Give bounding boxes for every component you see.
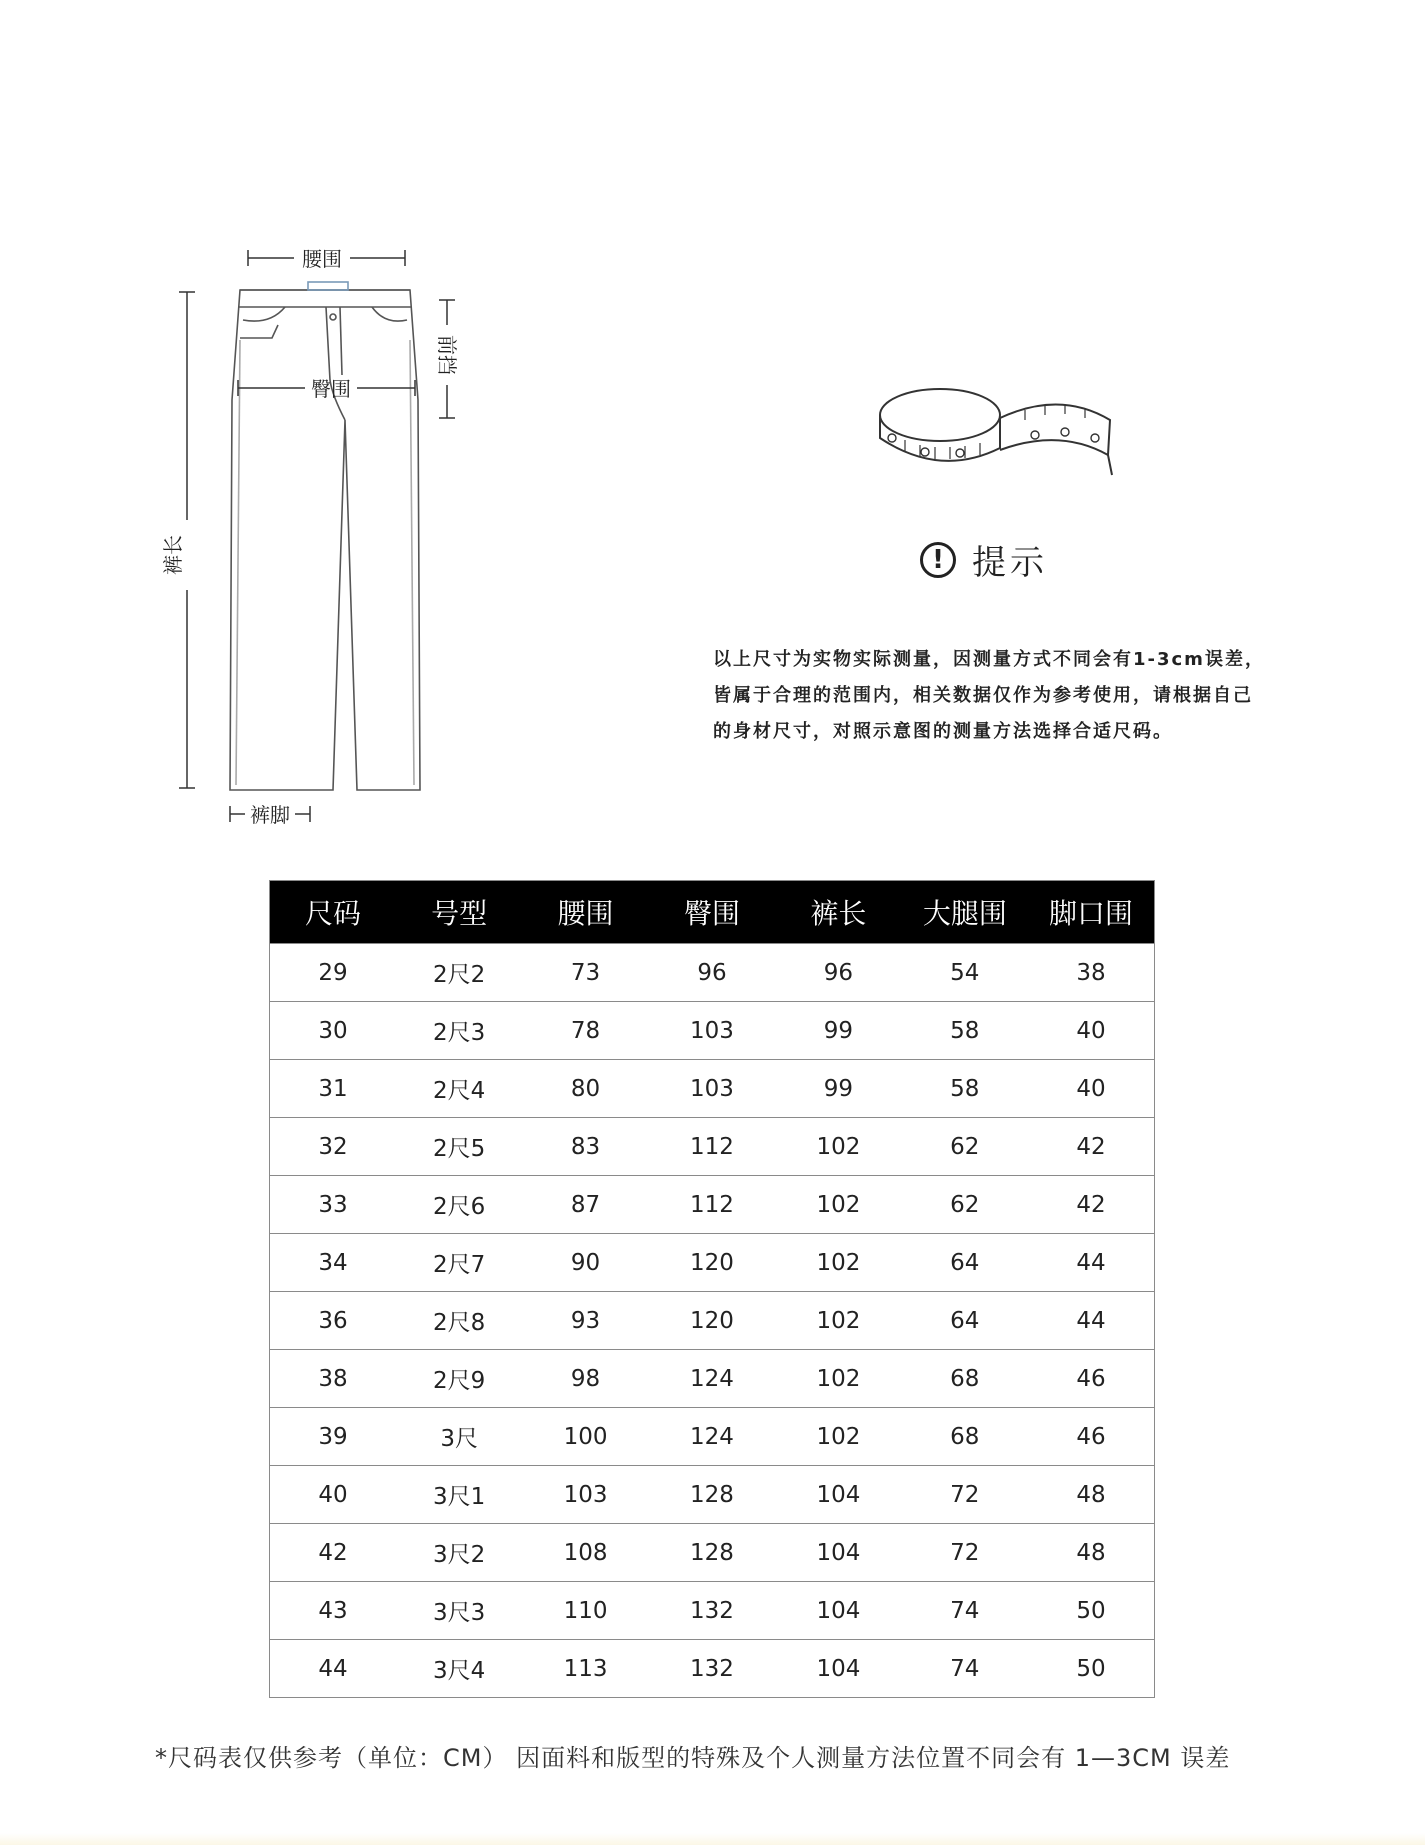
table-cell: 72 [902,1466,1028,1524]
table-cell: 2尺2 [396,944,522,1002]
table-cell: 62 [902,1176,1028,1234]
table-cell: 102 [775,1118,901,1176]
table-cell: 96 [775,944,901,1002]
table-cell: 48 [1028,1524,1154,1582]
table-cell: 78 [522,1002,648,1060]
table-body [270,944,1155,1698]
header-thigh: 大腿围 [902,881,1028,944]
label-length: 裤长 [161,535,185,575]
table-cell: 54 [902,944,1028,1002]
table-cell: 38 [1028,944,1154,1002]
table-row [270,1060,1155,1118]
header-hem: 脚口围 [1028,881,1154,944]
table-cell: 36 [270,1292,396,1350]
table-cell: 100 [522,1408,648,1466]
table-header-row [270,881,1155,944]
table-cell: 87 [522,1176,648,1234]
table-cell: 29 [270,944,396,1002]
table-cell: 83 [522,1118,648,1176]
table-cell: 73 [522,944,648,1002]
table-cell: 110 [522,1582,648,1640]
table-row [270,1466,1155,1524]
label-hip: 臀围 [311,377,351,401]
table-cell: 40 [270,1466,396,1524]
table-cell: 108 [522,1524,648,1582]
table-cell: 72 [902,1524,1028,1582]
table-cell: 42 [1028,1176,1154,1234]
bottom-strip [0,1833,1425,1845]
table-cell: 2尺7 [396,1234,522,1292]
table-row [270,1582,1155,1640]
table-cell: 58 [902,1002,1028,1060]
table-cell: 90 [522,1234,648,1292]
table-cell: 2尺3 [396,1002,522,1060]
tip-title: 提示 [972,543,1048,583]
header-size: 尺码 [270,881,396,944]
footnote: *尺码表仅供参考（单位：CM） 因面料和版型的特殊及个人测量方法位置不同会有 1—3CM 误差 [155,1744,1231,1772]
table-cell: 68 [902,1408,1028,1466]
table-cell: 96 [649,944,775,1002]
table-cell: 64 [902,1234,1028,1292]
table-cell: 2尺5 [396,1118,522,1176]
size-table [269,880,1155,1698]
table-cell: 43 [270,1582,396,1640]
table-cell: 102 [775,1292,901,1350]
table-cell: 2尺8 [396,1292,522,1350]
label-waist: 腰围 [302,247,342,271]
tip-line: 皆属于合理的范围内，相关数据仅作为参考使用，请根据自己 [713,685,1253,706]
table-row [270,1002,1155,1060]
table-cell: 40 [1028,1060,1154,1118]
table-cell: 102 [775,1350,901,1408]
tip-text [713,642,1313,750]
table-row [270,1118,1155,1176]
table-cell: 2尺9 [396,1350,522,1408]
table-row [270,944,1155,1002]
header-length: 裤长 [775,881,901,944]
table-cell: 120 [649,1234,775,1292]
table-cell: 124 [649,1408,775,1466]
table-cell: 3尺3 [396,1582,522,1640]
table-cell: 104 [775,1582,901,1640]
table-cell: 46 [1028,1350,1154,1408]
table-cell: 58 [902,1060,1028,1118]
table-row [270,1292,1155,1350]
table-cell: 112 [649,1118,775,1176]
label-hem: 裤脚 [250,803,290,827]
table-cell: 39 [270,1408,396,1466]
table-cell: 93 [522,1292,648,1350]
header-code: 号型 [396,881,522,944]
header-hip: 臀围 [649,881,775,944]
table-cell: 50 [1028,1582,1154,1640]
table-cell: 2尺6 [396,1176,522,1234]
table-cell: 32 [270,1118,396,1176]
table-cell: 38 [270,1350,396,1408]
table-row [270,1176,1155,1234]
table-row [270,1350,1155,1408]
table-row [270,1234,1155,1292]
table-cell: 102 [775,1408,901,1466]
table-cell: 68 [902,1350,1028,1408]
table-cell: 99 [775,1060,901,1118]
measuring-tape-icon [880,389,1112,475]
table-cell: 103 [649,1060,775,1118]
table-cell: 104 [775,1640,901,1698]
tip-line: 以上尺寸为实物实际测量，因测量方式不同会有1-3cm误差， [713,649,1265,670]
table-cell: 113 [522,1640,648,1698]
table-cell: 40 [1028,1002,1154,1060]
table-cell: 80 [522,1060,648,1118]
table-cell: 112 [649,1176,775,1234]
table-cell: 31 [270,1060,396,1118]
table-cell: 48 [1028,1466,1154,1524]
table-cell: 46 [1028,1408,1154,1466]
table-cell: 33 [270,1176,396,1234]
table-cell: 102 [775,1234,901,1292]
table-cell: 128 [649,1466,775,1524]
table-cell: 103 [649,1002,775,1060]
table-cell: 2尺4 [396,1060,522,1118]
table-cell: 3尺 [396,1408,522,1466]
table-cell: 132 [649,1640,775,1698]
table-cell: 104 [775,1466,901,1524]
table-cell: 124 [649,1350,775,1408]
table-cell: 99 [775,1002,901,1060]
table-cell: 34 [270,1234,396,1292]
table-cell: 42 [270,1524,396,1582]
table-cell: 104 [775,1524,901,1582]
table-cell: 62 [902,1118,1028,1176]
table-cell: 44 [1028,1234,1154,1292]
table-cell: 103 [522,1466,648,1524]
table-row [270,1408,1155,1466]
table-cell: 132 [649,1582,775,1640]
table-cell: 50 [1028,1640,1154,1698]
table-cell: 128 [649,1524,775,1582]
tip-line: 的身材尺寸，对照示意图的测量方法选择合适尺码。 [713,721,1173,742]
table-cell: 64 [902,1292,1028,1350]
table-cell: 3尺1 [396,1466,522,1524]
table-row [270,1524,1155,1582]
table-cell: 74 [902,1582,1028,1640]
table-cell: 44 [270,1640,396,1698]
label-rise: 前挡 [435,335,459,375]
table-cell: 74 [902,1640,1028,1698]
header-waist: 腰围 [522,881,648,944]
exclamation-circle-icon: ! [920,542,956,578]
table-cell: 44 [1028,1292,1154,1350]
table-cell: 3尺2 [396,1524,522,1582]
table-cell: 102 [775,1176,901,1234]
tip-heading [920,535,1048,584]
table-cell: 30 [270,1002,396,1060]
table-cell: 3尺4 [396,1640,522,1698]
table-cell: 98 [522,1350,648,1408]
table-cell: 42 [1028,1118,1154,1176]
table-cell: 120 [649,1292,775,1350]
table-row [270,1640,1155,1698]
